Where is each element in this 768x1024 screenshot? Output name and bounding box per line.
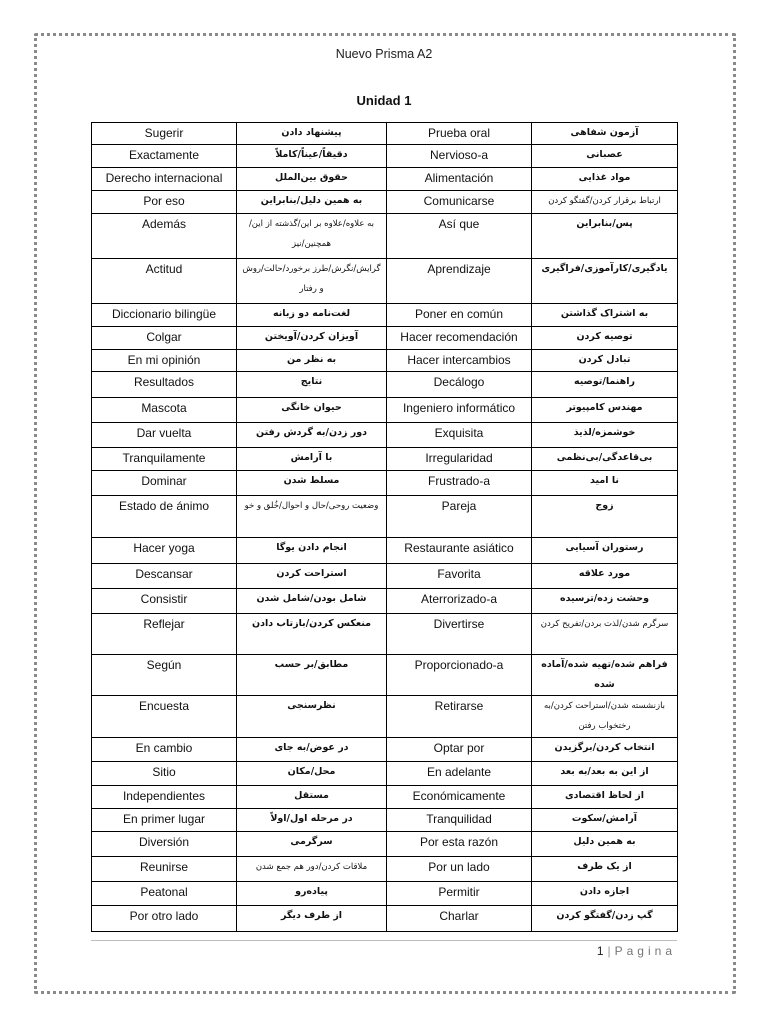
spanish-term-cell: Charlar	[387, 906, 532, 932]
table-row	[92, 809, 678, 832]
table-row	[92, 123, 678, 145]
persian-translation-cell: استراحت کردن	[237, 564, 387, 589]
persian-translation-cell: دقیقاً/عیناً/کاملاً	[237, 145, 387, 168]
spanish-term-cell: Frustrado-a	[387, 471, 532, 496]
persian-translation-cell: گپ زدن/گفتگو کردن	[532, 906, 678, 932]
table-row	[92, 614, 678, 655]
persian-translation-cell: مطابق/بر حسب	[237, 655, 387, 696]
spanish-term-cell: Económicamente	[387, 786, 532, 809]
persian-translation-cell: بازنشسته شدن/استراحت کردن/به رختخواب رفتن	[532, 696, 678, 738]
persian-translation-cell: پس/بنابراین	[532, 214, 678, 259]
table-row	[92, 372, 678, 398]
table-row	[92, 906, 678, 932]
spanish-term-cell: Según	[92, 655, 237, 696]
persian-translation-cell: نظرسنجی	[237, 696, 387, 738]
spanish-term-cell: Exquisita	[387, 423, 532, 448]
spanish-term-cell: Reunirse	[92, 857, 237, 882]
spanish-term-cell: Proporcionado-a	[387, 655, 532, 696]
persian-translation-cell: از این به بعد/به بعد	[532, 762, 678, 786]
spanish-term-cell: Poner en común	[387, 304, 532, 327]
persian-translation-cell: خوشمزه/لذیذ	[532, 423, 678, 448]
spanish-term-cell: Aterrorizado-a	[387, 589, 532, 614]
persian-translation-cell: نتایج	[237, 372, 387, 398]
persian-translation-cell: پیشنهاد دادن	[237, 123, 387, 145]
spanish-term-cell: Así que	[387, 214, 532, 259]
table-row	[92, 882, 678, 906]
persian-translation-cell: انتخاب کردن/برگزیدن	[532, 738, 678, 762]
persian-translation-cell: ملاقات کردن/دور هم جمع شدن	[237, 857, 387, 882]
table-row	[92, 786, 678, 809]
spanish-term-cell: Actitud	[92, 259, 237, 304]
page-number-separator: |	[607, 944, 611, 958]
persian-translation-cell: مسلط شدن	[237, 471, 387, 496]
table-row	[92, 738, 678, 762]
spanish-term-cell: Sitio	[92, 762, 237, 786]
spanish-term-cell: Optar por	[387, 738, 532, 762]
table-row	[92, 564, 678, 589]
persian-translation-cell: مستقل	[237, 786, 387, 809]
table-row	[92, 214, 678, 259]
page-number	[597, 944, 676, 958]
spanish-term-cell: Descansar	[92, 564, 237, 589]
table-row	[92, 259, 678, 304]
spanish-term-cell: Hacer intercambios	[387, 350, 532, 372]
persian-translation-cell: پیاده‌رو	[237, 882, 387, 906]
persian-translation-cell: شامل بودن/شامل شدن	[237, 589, 387, 614]
spanish-term-cell: Tranquilidad	[387, 809, 532, 832]
spanish-term-cell: Por un lado	[387, 857, 532, 882]
spanish-term-cell: Peatonal	[92, 882, 237, 906]
persian-translation-cell: مورد علاقه	[532, 564, 678, 589]
persian-translation-cell: فراهم شده/تهیه شده/آماده شده	[532, 655, 678, 696]
table-row	[92, 589, 678, 614]
table-row	[92, 696, 678, 738]
table-row	[92, 191, 678, 214]
table-row	[92, 304, 678, 327]
spanish-term-cell: Consistir	[92, 589, 237, 614]
spanish-term-cell: En mi opinión	[92, 350, 237, 372]
spanish-term-cell: Aprendizaje	[387, 259, 532, 304]
spanish-term-cell: Hacer yoga	[92, 538, 237, 564]
persian-translation-cell: نا امید	[532, 471, 678, 496]
table-row	[92, 762, 678, 786]
spanish-term-cell: Estado de ánimo	[92, 496, 237, 538]
persian-translation-cell: به نظر من	[237, 350, 387, 372]
persian-translation-cell: توصیه کردن	[532, 327, 678, 350]
table-row	[92, 448, 678, 471]
persian-translation-cell: عصبانی	[532, 145, 678, 168]
table-row	[92, 857, 678, 882]
spanish-term-cell: Además	[92, 214, 237, 259]
table-row	[92, 398, 678, 423]
spanish-term-cell: Derecho internacional	[92, 168, 237, 191]
spanish-term-cell: Por eso	[92, 191, 237, 214]
spanish-term-cell: Diccionario bilingüe	[92, 304, 237, 327]
spanish-term-cell: Divertirse	[387, 614, 532, 655]
spanish-term-cell: En primer lugar	[92, 809, 237, 832]
persian-translation-cell: به اشتراک گذاشتن	[532, 304, 678, 327]
persian-translation-cell: سرگرمی	[237, 832, 387, 857]
spanish-term-cell: Tranquilamente	[92, 448, 237, 471]
persian-translation-cell: بی‌قاعدگی/بی‌نظمی	[532, 448, 678, 471]
persian-translation-cell: اجازه دادن	[532, 882, 678, 906]
spanish-term-cell: Mascota	[92, 398, 237, 423]
table-row	[92, 350, 678, 372]
persian-translation-cell: به همین دلیل/بنابراین	[237, 191, 387, 214]
persian-translation-cell: از طرف دیگر	[237, 906, 387, 932]
persian-translation-cell: آویزان کردن/آویختن	[237, 327, 387, 350]
persian-translation-cell: مهندس کامپیوتر	[532, 398, 678, 423]
persian-translation-cell: به همین دلیل	[532, 832, 678, 857]
spanish-term-cell: Favorita	[387, 564, 532, 589]
persian-translation-cell: رستوران آسیایی	[532, 538, 678, 564]
spanish-term-cell: Por esta razón	[387, 832, 532, 857]
persian-translation-cell: یادگیری/کارآموزی/فراگیری	[532, 259, 678, 304]
spanish-term-cell: Reflejar	[92, 614, 237, 655]
spanish-term-cell: Decálogo	[387, 372, 532, 398]
persian-translation-cell: وضعیت روحی/حال و احوال/خُلق و خو	[237, 496, 387, 538]
persian-translation-cell: لغت‌نامه دو زبانه	[237, 304, 387, 327]
page-number-word: Pagina	[614, 944, 676, 958]
persian-translation-cell: به علاوه/علاوه بر این/گذشته از این/همچنین/نیز	[237, 214, 387, 259]
persian-translation-cell: وحشت زده/ترسیده	[532, 589, 678, 614]
spanish-term-cell: Hacer recomendación	[387, 327, 532, 350]
spanish-term-cell: Permitir	[387, 882, 532, 906]
persian-translation-cell: منعکس کردن/بازتاب دادن	[237, 614, 387, 655]
persian-translation-cell: دور زدن/به گردش رفتن	[237, 423, 387, 448]
spanish-term-cell: En cambio	[92, 738, 237, 762]
spanish-term-cell: Irregularidad	[387, 448, 532, 471]
unit-title: Unidad 1	[356, 93, 412, 108]
persian-translation-cell: از یک طرف	[532, 857, 678, 882]
persian-translation-cell: انجام دادن یوگا	[237, 538, 387, 564]
persian-translation-cell: سرگرم شدن/لذت بردن/تفریح کردن	[532, 614, 678, 655]
table-row	[92, 168, 678, 191]
spanish-term-cell: Colgar	[92, 327, 237, 350]
persian-translation-cell: مواد غذایی	[532, 168, 678, 191]
persian-translation-cell: گرایش/نگرش/طرز برخورد/حالت/روش و رفتار	[237, 259, 387, 304]
table-row	[92, 471, 678, 496]
spanish-term-cell: Restaurante asiático	[387, 538, 532, 564]
persian-translation-cell: با آرامش	[237, 448, 387, 471]
table-row	[92, 655, 678, 696]
table-row	[92, 423, 678, 448]
persian-translation-cell: در عوض/به جای	[237, 738, 387, 762]
table-row	[92, 496, 678, 538]
persian-translation-cell: از لحاظ اقتصادی	[532, 786, 678, 809]
spanish-term-cell: Por otro lado	[92, 906, 237, 932]
persian-translation-cell: راهنما/توصیه	[532, 372, 678, 398]
spanish-term-cell: Dominar	[92, 471, 237, 496]
spanish-term-cell: Diversión	[92, 832, 237, 857]
spanish-term-cell: Pareja	[387, 496, 532, 538]
document-header: Nuevo Prisma A2	[335, 47, 433, 61]
table-row	[92, 327, 678, 350]
spanish-term-cell: Independientes	[92, 786, 237, 809]
spanish-term-cell: Ingeniero informático	[387, 398, 532, 423]
persian-translation-cell: محل/مکان	[237, 762, 387, 786]
persian-translation-cell: آرامش/سکوت	[532, 809, 678, 832]
spanish-term-cell: Dar vuelta	[92, 423, 237, 448]
spanish-term-cell: Exactamente	[92, 145, 237, 168]
spanish-term-cell: Sugerir	[92, 123, 237, 145]
persian-translation-cell: آزمون شفاهی	[532, 123, 678, 145]
persian-translation-cell: حقوق بین‌الملل	[237, 168, 387, 191]
persian-translation-cell: حیوان خانگی	[237, 398, 387, 423]
vocabulary-table-body	[92, 123, 678, 932]
vocabulary-table	[91, 122, 678, 932]
table-row	[92, 538, 678, 564]
spanish-term-cell: En adelante	[387, 762, 532, 786]
footer-divider	[91, 940, 677, 941]
spanish-term-cell: Prueba oral	[387, 123, 532, 145]
spanish-term-cell: Alimentación	[387, 168, 532, 191]
persian-translation-cell: زوج	[532, 496, 678, 538]
spanish-term-cell: Resultados	[92, 372, 237, 398]
persian-translation-cell: ارتباط برقرار کردن/گفتگو کردن	[532, 191, 678, 214]
page-number-value: 1	[596, 944, 604, 958]
persian-translation-cell: در مرحله اول/اولاً	[237, 809, 387, 832]
spanish-term-cell: Comunicarse	[387, 191, 532, 214]
table-row	[92, 145, 678, 168]
persian-translation-cell: تبادل کردن	[532, 350, 678, 372]
table-row	[92, 832, 678, 857]
spanish-term-cell: Encuesta	[92, 696, 237, 738]
spanish-term-cell: Nervioso-a	[387, 145, 532, 168]
spanish-term-cell: Retirarse	[387, 696, 532, 738]
